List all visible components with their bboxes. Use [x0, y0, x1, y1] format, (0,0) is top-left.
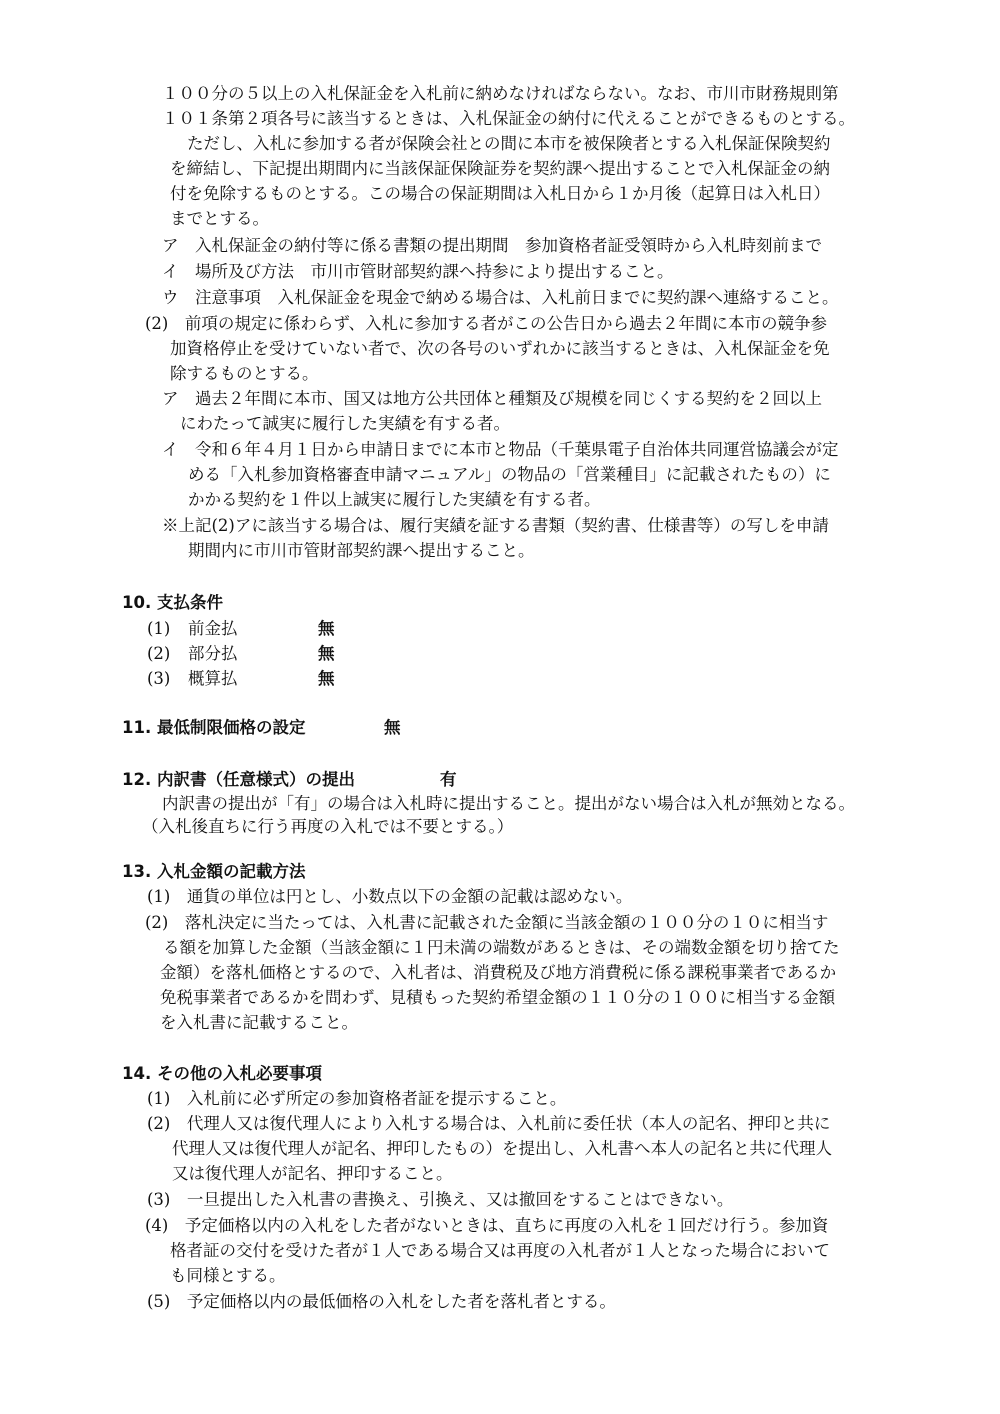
- intro-para-2-i-line-2: める「入札参加資格審査申請マニュアル」の物品の「営業種目」に記載されたもの）に: [188, 465, 831, 484]
- section-10-heading: 10. 支払条件: [122, 593, 223, 612]
- s14-para-1: (1) 入札前に必ず所定の参加資格者証を提示すること。: [147, 1089, 567, 1108]
- intro-para-2-a-line-2: にわたって誠実に履行した実績を有する者。: [180, 414, 510, 433]
- intro-item-a: ア 入札保証金の納付等に係る書類の提出期間 参加資格者証受領時から入札時刻前まで: [162, 236, 822, 255]
- s12-line-1: 内訳書の提出が「有」の場合は入札時に提出すること。提出がない場合は入札が無効となる。: [162, 794, 855, 813]
- intro-para-2-a-line-1: ア 過去２年間に本市、国又は地方公共団体と種類及び規模を同じくする契約を２回以上: [162, 389, 822, 408]
- section-13-heading: 13. 入札金額の記載方法: [122, 862, 306, 881]
- s10-item-3-num: (3): [147, 669, 171, 688]
- intro-para-2-line-2: 加資格停止を受けていない者で、次の各号のいずれかに該当するときは、入札保証金を免: [170, 339, 830, 358]
- section-12-heading: 12. 内訳書（任意様式）の提出: [122, 770, 355, 789]
- s13-para-2-line-5: を入札書に記載すること。: [160, 1013, 358, 1032]
- s13-para-2-line-4: 免税事業者であるかを問わず、見積もった契約希望金額の１１０分の１００に相当する金額: [160, 988, 836, 1007]
- section-11-heading: 11. 最低制限価格の設定: [122, 718, 306, 737]
- intro-para-2-i-line-1: イ 令和６年４月１日から申請日までに本市と物品（千葉県電子自治体共同運営協議会が定: [162, 440, 839, 459]
- intro-line-5: 付を免除するものとする。この場合の保証期間は入札日から１か月後（起算日は入札日）: [170, 184, 830, 203]
- section-11-value: 無: [384, 718, 401, 737]
- s12-line-2: （入札後直ちに行う再度の入札では不要とする。）: [142, 817, 514, 836]
- intro-note-line-2: 期間内に市川市管財部契約課へ提出すること。: [188, 541, 535, 560]
- section-14-heading: 14. その他の入札必要事項: [122, 1064, 322, 1083]
- s10-item-1-num: (1): [147, 619, 171, 638]
- s14-para-2-line-2: 代理人又は復代理人が記名、押印したもの）を提出し、入札書へ本人の記名と共に代理人: [172, 1139, 832, 1158]
- s10-item-1-value: 無: [318, 619, 335, 638]
- s13-para-1: (1) 通貨の単位は円とし、小数点以下の金額の記載は認めない。: [147, 887, 633, 906]
- s14-para-4-line-3: も同様とする。: [170, 1266, 286, 1285]
- intro-line-2: １０１条第２項各号に該当するときは、入札保証金の納付に代えることができるものとする。: [162, 109, 855, 128]
- s10-item-2-value: 無: [318, 644, 335, 663]
- intro-para-2-line-3: 除するものとする。: [170, 364, 319, 383]
- s14-para-5: (5) 予定価格以内の最低価格の入札をした者を落札者とする。: [147, 1292, 616, 1311]
- s13-para-2-line-3: 金額）を落札価格とするので、入札者は、消費税及び地方消費税に係る課税事業者であるか: [160, 963, 837, 982]
- intro-line-1: １００分の５以上の入札保証金を入札前に納めなければならない。なお、市川市財務規則第: [162, 84, 839, 103]
- s10-item-3-label: 概算払: [188, 669, 238, 688]
- s14-para-2-line-3: 又は復代理人が記名、押印すること。: [172, 1164, 453, 1183]
- s10-item-2-label: 部分払: [188, 644, 238, 663]
- section-12-value: 有: [440, 770, 457, 789]
- s14-para-2-line-1: (2) 代理人又は復代理人により入札する場合は、入札前に委任状（本人の記名、押印と共に: [147, 1114, 831, 1133]
- s10-item-3-value: 無: [318, 669, 335, 688]
- intro-item-u: ウ 注意事項 入札保証金を現金で納める場合は、入札前日までに契約課へ連絡すること。: [162, 288, 839, 307]
- intro-line-6: までとする。: [170, 209, 269, 228]
- intro-line-4: を締結し、下記提出期間内に当該保証保険証券を契約課へ提出することで入札保証金の納: [170, 159, 830, 178]
- intro-item-i: イ 場所及び方法 市川市管財部契約課へ持参により提出すること。: [162, 262, 674, 281]
- s13-para-2-line-2: る額を加算した金額（当該金額に１円未満の端数があるときは、その端数金額を切り捨てた: [163, 938, 840, 957]
- intro-para-2-i-line-3: かかる契約を１件以上誠実に履行した実績を有する者。: [188, 490, 601, 509]
- intro-line-3: ただし、入札に参加する者が保険会社との間に本市を被保険者とする入札保証保険契約: [187, 134, 831, 153]
- intro-para-2-line-1: (2) 前項の規定に係わらず、入札に参加する者がこの公告日から過去２年間に本市の競争参: [145, 314, 828, 333]
- s13-para-2-line-1: (2) 落札決定に当たっては、入札書に記載された金額に当該金額の１００分の１０に相当す: [145, 913, 829, 932]
- s10-item-2-num: (2): [147, 644, 171, 663]
- s14-para-4-line-1: (4) 予定価格以内の入札をした者がないときは、直ちに再度の入札を１回だけ行う。参加資: [145, 1216, 829, 1235]
- intro-note-line-1: ※上記(2)アに該当する場合は、履行実績を証する書類（契約書、仕様書等）の写しを申請: [162, 516, 829, 535]
- s10-item-1-label: 前金払: [188, 619, 238, 638]
- s14-para-3: (3) 一旦提出した入札書の書換え、引換え、又は撤回をすることはできない。: [147, 1190, 734, 1209]
- s14-para-4-line-2: 格者証の交付を受けた者が１人である場合又は再度の入札者が１人となった場合において: [170, 1241, 830, 1260]
